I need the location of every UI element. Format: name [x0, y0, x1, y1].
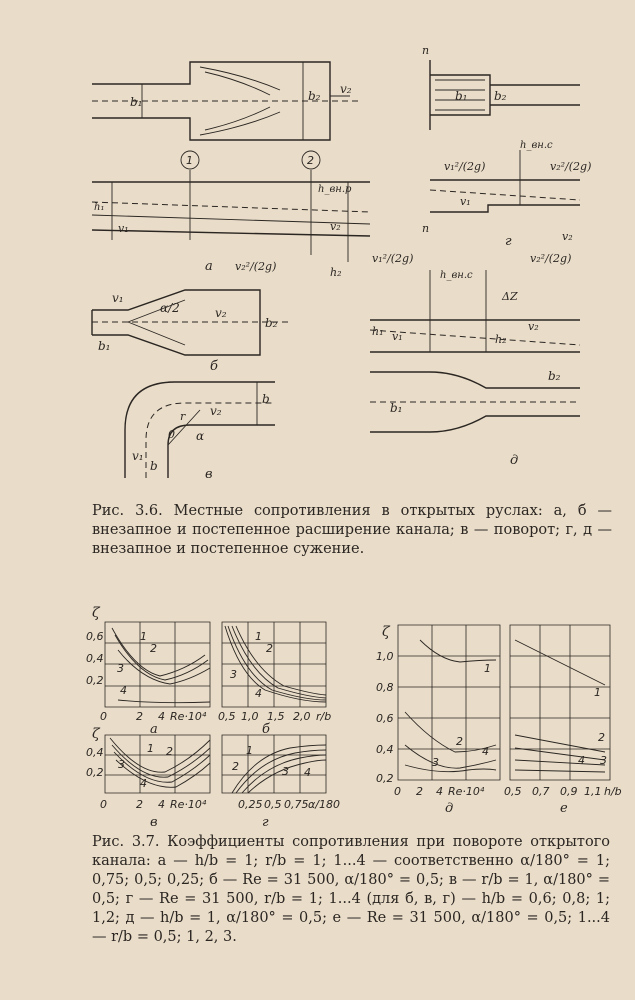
label-b-v2: b [150, 459, 158, 473]
xtick-a-2: 2 [136, 710, 143, 723]
xtick-b-1: 0,5 [218, 710, 236, 723]
label-v2-a: v₂ [340, 82, 352, 96]
xtick-a-0: 0 [100, 710, 107, 723]
label-v2-2g-d: v₂²/(2g) [530, 252, 572, 265]
curve-v-2: 2 [166, 745, 173, 758]
curve-b-3: 3 [230, 668, 237, 681]
panel-label-a37: а [150, 722, 158, 737]
label-h2-a: h₂ [330, 266, 342, 279]
curve-e-2: 2 [598, 731, 605, 744]
xtick-e-3: 0,9 [560, 785, 578, 798]
label-v1-b: v₁ [112, 291, 124, 305]
xunit-v: Re·10⁴ [170, 798, 207, 811]
chart-panel-e [504, 625, 622, 816]
curve-v-3: 3 [118, 758, 125, 771]
label-r: r [180, 410, 186, 423]
curve-v-4: 4 [140, 777, 147, 790]
curve-v-1: 1 [147, 742, 154, 755]
panel-label-b: б [210, 359, 218, 374]
panel-label-d: д [510, 453, 519, 468]
curve-d-4: 4 [482, 745, 489, 758]
panel-label-g37: г [262, 815, 269, 830]
label-b1-b: b₁ [98, 339, 111, 353]
label-b2-a: b₂ [308, 89, 321, 103]
label-v1-a: v₁ [118, 222, 129, 235]
label-alpha: α [196, 429, 205, 443]
label-v2-d: v₂ [528, 320, 539, 333]
curve-g-4: 4 [304, 766, 311, 779]
label-hvns-d: h_вн.с [440, 270, 473, 281]
ytick-d-3: 0,6 [376, 712, 394, 725]
label-b2-g: b₂ [494, 89, 507, 103]
curve-e-4: 4 [578, 754, 585, 767]
chart-panel-a [86, 605, 210, 737]
label-v2-g: v₂ [562, 230, 573, 243]
label-b1-a: b₁ [130, 95, 143, 109]
xtick-e-1: 0,5 [504, 785, 522, 798]
curve-d-2: 2 [456, 735, 463, 748]
curve-e-1: 1 [594, 686, 601, 699]
curve-d-3: 3 [432, 756, 439, 769]
panel-label-v: в [205, 467, 213, 482]
label-n-top: n [422, 44, 430, 57]
xtick-e-2: 0,7 [532, 785, 550, 798]
xunit-g: α/180 [308, 798, 340, 811]
panel-label-b37: б [262, 722, 270, 737]
curve-a-2: 2 [150, 642, 157, 655]
ytick-a-3: 0,2 [86, 674, 104, 687]
ytick-a-2: 0,4 [86, 652, 104, 665]
panel-label-e37: е [560, 801, 568, 816]
xtick-b-2: 1,0 [241, 710, 259, 723]
xtick-g-3: 0,75 [284, 798, 309, 811]
label-v2-a2: v₂ [330, 220, 341, 233]
panel-label-d37: д [445, 801, 454, 816]
figure-3-7-caption: Рис. 3.7. Коэффициенты сопротивления при повороте открытого канала: а — h/b = 1; r/b = 1; 1...4 — соответственно α/180° = 1; 0,75; 0,5; 0,25; б — Re = 31 500, α/180° = 0,5; в — r/b = 1, α/180° = 0,5; г — Re = 31 500, r/b = 1; 1...4 (для б, в, г) — h/b = 0,6; 0,8; 1; 1,2; д — h/b = 1, α/180° = 0,5; е — Re = 31 500, α/180° = 0,5; 1...4 — r/b = 0,5; 1, 2, 3. [92, 834, 610, 945]
ytick-d-5: 0,2 [376, 772, 394, 785]
curve-e-3: 3 [600, 754, 607, 767]
ytick-a-1: 0,6 [86, 630, 104, 643]
xtick-v-4: 4 [158, 798, 165, 811]
xtick-a-4: 4 [158, 710, 165, 723]
chart-panel-g [222, 735, 340, 830]
ytick-d-4: 0,4 [376, 743, 394, 756]
label-v1-d: v₁ [392, 330, 403, 343]
xtick-v-0: 0 [100, 798, 107, 811]
label-v1-2g-g: v₁²/(2g) [444, 160, 486, 173]
xtick-g-1: 0,25 [238, 798, 263, 811]
label-h2-d: h₂ [495, 333, 507, 346]
xtick-v-2: 2 [136, 798, 143, 811]
label-zero: 0 [168, 428, 175, 441]
label-b2-b: b₂ [265, 316, 278, 330]
chart-panel-d [376, 624, 500, 816]
marker-1: 1 [186, 154, 193, 167]
curve-b-1: 1 [255, 630, 262, 643]
ytick-v-1: 0,4 [86, 746, 104, 759]
xtick-b-3: 1,5 [267, 710, 285, 723]
figure-3-6-caption: Рис. 3.6. Местные сопротивления в открытых руслах: а, б — внезапное и постепенное расширение канала; в — поворот; г, д — внезапное и постепенное сужение. [92, 503, 612, 557]
label-b1-g: b₁ [455, 89, 468, 103]
curve-a-4: 4 [120, 684, 127, 697]
label-n-bottom: n [422, 222, 430, 235]
xtick-e-4: 1,1 [584, 785, 602, 798]
panel-label-a: а [205, 259, 213, 274]
axis-symbol-v: ζ [92, 726, 100, 742]
curve-d-1: 1 [484, 662, 491, 675]
axis-symbol-a: ζ [92, 605, 100, 621]
label-dz: ΔZ [502, 290, 518, 303]
chart-panel-v [86, 726, 210, 830]
chart-panel-b [218, 622, 331, 737]
curve-g-2: 2 [232, 760, 239, 773]
label-v1-g: v₁ [460, 195, 471, 208]
label-v1-2g-d: v₁²/(2g) [372, 252, 414, 265]
label-v2-2g-g: v₂²/(2g) [550, 160, 592, 173]
axis-symbol-d: ζ [382, 624, 390, 640]
marker-2: 2 [307, 154, 314, 167]
label-b2-d: b₂ [548, 369, 561, 383]
panel-label-v37: в [150, 815, 158, 830]
xtick-g-2: 0,5 [264, 798, 282, 811]
label-h1-d: h₁ [372, 325, 384, 338]
label-v1-v: v₁ [132, 449, 144, 463]
curve-g-1: 1 [246, 744, 253, 757]
label-h1-a: h₁ [94, 202, 105, 213]
xtick-b-4: 2,0 [293, 710, 311, 723]
xunit-b: r/b [316, 710, 332, 723]
label-b1-d: b₁ [390, 401, 403, 415]
ytick-d-2: 0,8 [376, 681, 394, 694]
panel-label-g: г [505, 234, 512, 249]
curve-b-4: 4 [255, 687, 262, 700]
label-v-v: v₂ [210, 404, 222, 418]
curve-a-3: 3 [117, 662, 124, 675]
ytick-d-1: 1,0 [376, 650, 394, 663]
curve-g-3: 3 [282, 765, 289, 778]
xunit-d: Re·10⁴ [448, 785, 485, 798]
label-alpha2: α/2 [160, 301, 180, 315]
xtick-d-4: 4 [436, 785, 443, 798]
label-v2-2g-a: v₂²/(2g) [235, 260, 277, 273]
ytick-v-2: 0,2 [86, 766, 104, 779]
label-hvnr: h_вн.р [318, 184, 352, 195]
xunit-a: Re·10⁴ [170, 710, 207, 723]
curve-a-1: 1 [140, 630, 147, 643]
xunit-e: h/b [604, 785, 622, 798]
label-hvns-g: h_вн.с [520, 140, 553, 151]
xtick-d-2: 2 [416, 785, 423, 798]
xtick-d-0: 0 [394, 785, 401, 798]
label-b-v: b [262, 392, 270, 406]
label-v2-b: v₂ [215, 306, 227, 320]
curve-b-2: 2 [266, 642, 273, 655]
